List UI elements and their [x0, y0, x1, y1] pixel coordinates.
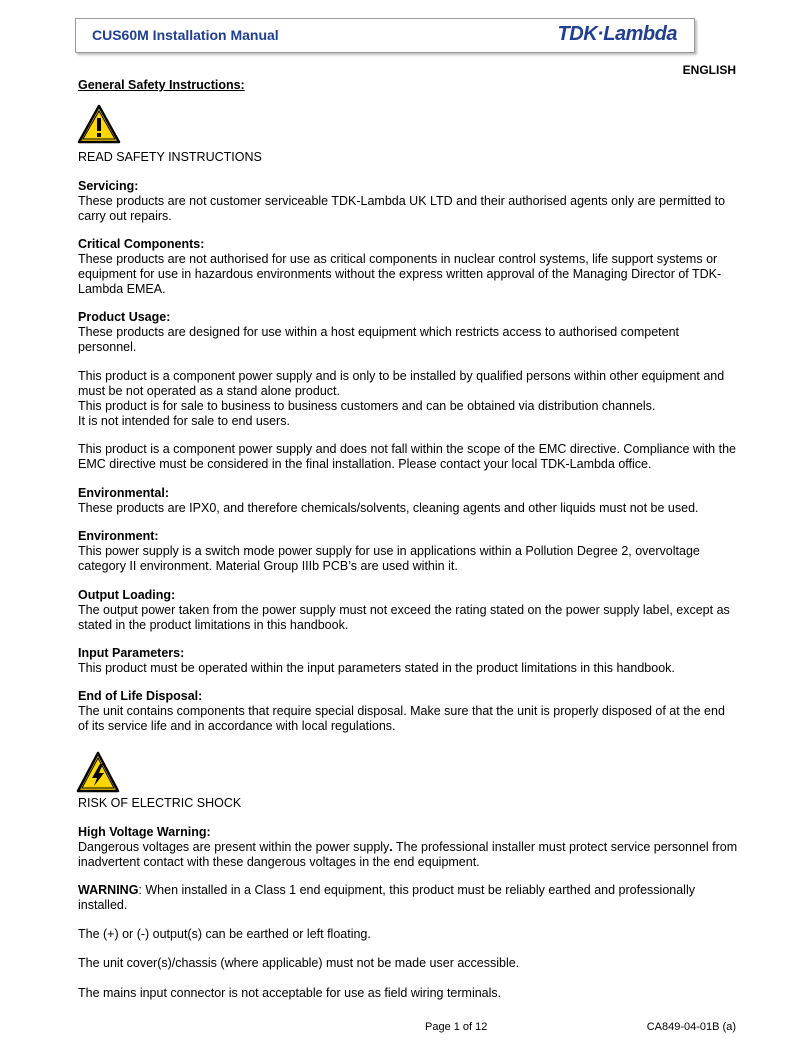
section-heading: Environment: [78, 529, 159, 543]
section-text: This product is a component power supply and does not fall within the scope of the EMC directive. Compliance with the EMC directive must be considered in the final installation. Please contact your local TDK-Lambda office. [78, 442, 736, 471]
page-number: Page 1 of 12 [425, 1021, 488, 1033]
section-heading: Environmental: [78, 486, 169, 500]
hv-text-dot: . [389, 840, 393, 854]
electric-shock-caption: RISK OF ELECTRIC SHOCK [78, 796, 242, 810]
environment-section [78, 529, 738, 574]
section-text: These products are not authorised for use as critical components in nuclear control systems, life support systems or equipment for use in hazardous environments without the express written approval of the Managing Director of TDK-Lambda EMEA. [78, 252, 722, 296]
disposal-section [78, 689, 738, 734]
servicing-section [78, 179, 738, 224]
section-heading: Servicing: [78, 179, 139, 193]
section-text: This product is for sale to business to business customers and can be obtained via distribution channels. [78, 399, 656, 413]
high-voltage-section [78, 825, 738, 870]
section-heading: Output Loading: [78, 588, 176, 602]
critical-components-section [78, 237, 738, 297]
section-text: The unit cover(s)/chassis (where applicable) must not be made user accessible. [78, 956, 520, 970]
product-usage-section [78, 310, 738, 355]
component-section [78, 369, 738, 429]
warning-section [78, 883, 738, 913]
warning-triangle-icon [77, 104, 121, 144]
read-safety-caption: READ SAFETY INSTRUCTIONS [78, 150, 262, 164]
header-box [75, 18, 695, 53]
section-heading: Product Usage: [78, 310, 171, 324]
warning-label: WARNING [78, 883, 139, 897]
section-text: The (+) or (-) output(s) can be earthed or left floating. [78, 927, 371, 941]
language-label: ENGLISH [682, 63, 736, 77]
section-text: This power supply is a switch mode power supply for use in applications within a Pollution Degree 2, overvoltage category II environment. Material Group IIIb PCB’s are used within it. [78, 544, 700, 573]
brand-logo: TDK·Lambda [557, 23, 677, 45]
section-heading: End of Life Disposal: [78, 689, 203, 703]
manual-title: CUS60M Installation Manual [92, 27, 279, 43]
section-heading: High Voltage Warning: [78, 825, 211, 839]
section-text: The mains input connector is not acceptable for use as field wiring terminals. [78, 986, 502, 1000]
section-heading: Input Parameters: [78, 646, 185, 660]
section-text [78, 840, 738, 870]
emc-section [78, 442, 738, 472]
section-text: These products are designed for use within a host equipment which restricts access to authorised competent personnel. [78, 325, 680, 354]
section-text: The output power taken from the power supply must not exceed the rating stated on the power supply label, except as stated in the product limitations in this handbook. [78, 603, 730, 632]
outputs-note [78, 927, 738, 942]
input-parameters-section [78, 646, 738, 676]
section-text: This product is a component power supply and is only to be installed by qualified persons within other equipment and must be not operated as a stand alone product. [78, 369, 725, 398]
mains-note [78, 986, 738, 1001]
section-text [78, 883, 738, 913]
section-text: This product must be operated within the input parameters stated in the product limitations in this handbook. [78, 661, 675, 675]
hv-text-a: Dangerous voltages are present within the power supply [78, 840, 390, 854]
section-heading: Critical Components: [78, 237, 205, 251]
output-loading-section [78, 588, 738, 633]
warning-text: : When installed in a Class 1 end equipment, this product must be reliably earthed and professionally installed. [78, 883, 695, 912]
section-text: It is not intended for sale to end users. [78, 414, 290, 428]
hv-text-b: The professional installer must protect service personnel from inadvertent contact with these dangerous voltages in the end equipment. [78, 840, 738, 869]
section-text: The unit contains components that require special disposal. Make sure that the unit is properly disposed of at the end of its service life and in accordance with local regulations. [78, 704, 725, 733]
cover-note [78, 956, 738, 971]
environmental-section [78, 486, 738, 516]
section-text: These products are not customer serviceable TDK-Lambda UK LTD and their authorised agents only are permitted to carry out repairs. [78, 194, 726, 223]
electric-shock-warning-icon [76, 751, 120, 793]
section-text: These products are IPX0, and therefore chemicals/solvents, cleaning agents and other liquids must not be used. [78, 501, 699, 515]
page-title: General Safety Instructions: [78, 78, 245, 92]
document-code: CA849-04-01B (a) [646, 1021, 736, 1033]
